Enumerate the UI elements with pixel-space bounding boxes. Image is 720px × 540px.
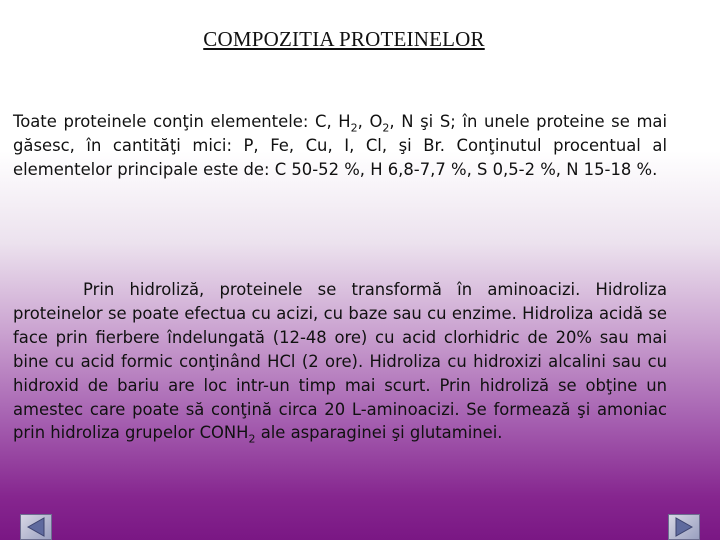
hydrolysis-text-1: Prin hidroliză, proteinele se transformă în aminoacizi. Hidroliza proteinelor se poate efectua cu acizi, cu baze sau cu enzime. Hidroliza acidă se face prin fierbere îndelungată (12-48 ore) cu acid clorhidric de 20% sau mai bine cu acid formic conţinând HCl (2 ore). Hidroliza cu hidroxizi alcalini sau cu hidroxid de bariu are loc intr-un timp mai scurt. Prin hidroliză se obţine un amestec care poate să conţină circa 20 L-aminoacizi. Se formează şi amoniac prin hidroliza grupelor CONH: [13, 280, 667, 443]
triangle-left-icon: [21, 515, 51, 539]
hydrolysis-paragraph: [13, 278, 667, 445]
previous-slide-button[interactable]: [20, 514, 52, 540]
composition-text-2: , O: [357, 112, 383, 131]
subscript-conh2: 2: [248, 432, 256, 446]
subscript-h2: 2: [350, 121, 358, 135]
page-title: COMPOZITIA PROTEINELOR: [203, 27, 485, 51]
composition-text-1: Toate proteinele conţin elementele: C, H: [13, 112, 351, 131]
composition-paragraph: [13, 110, 667, 182]
hydrolysis-text-2: ale asparaginei şi glutaminei.: [255, 423, 503, 443]
next-slide-button[interactable]: [668, 514, 700, 540]
subscript-o2: 2: [382, 121, 390, 135]
triangle-right-icon: [669, 515, 699, 539]
composition-text-3: , N şi S; în unele proteine se mai găsesc, în cantităţi mici: P, Fe, Cu, I, Cl, şi Br. Conţinutul procentual al elementelor principale este de: C 50-52 %, H 6,8-7,7 %, S 0,5-2 %, N 15-18 %.: [13, 112, 668, 179]
